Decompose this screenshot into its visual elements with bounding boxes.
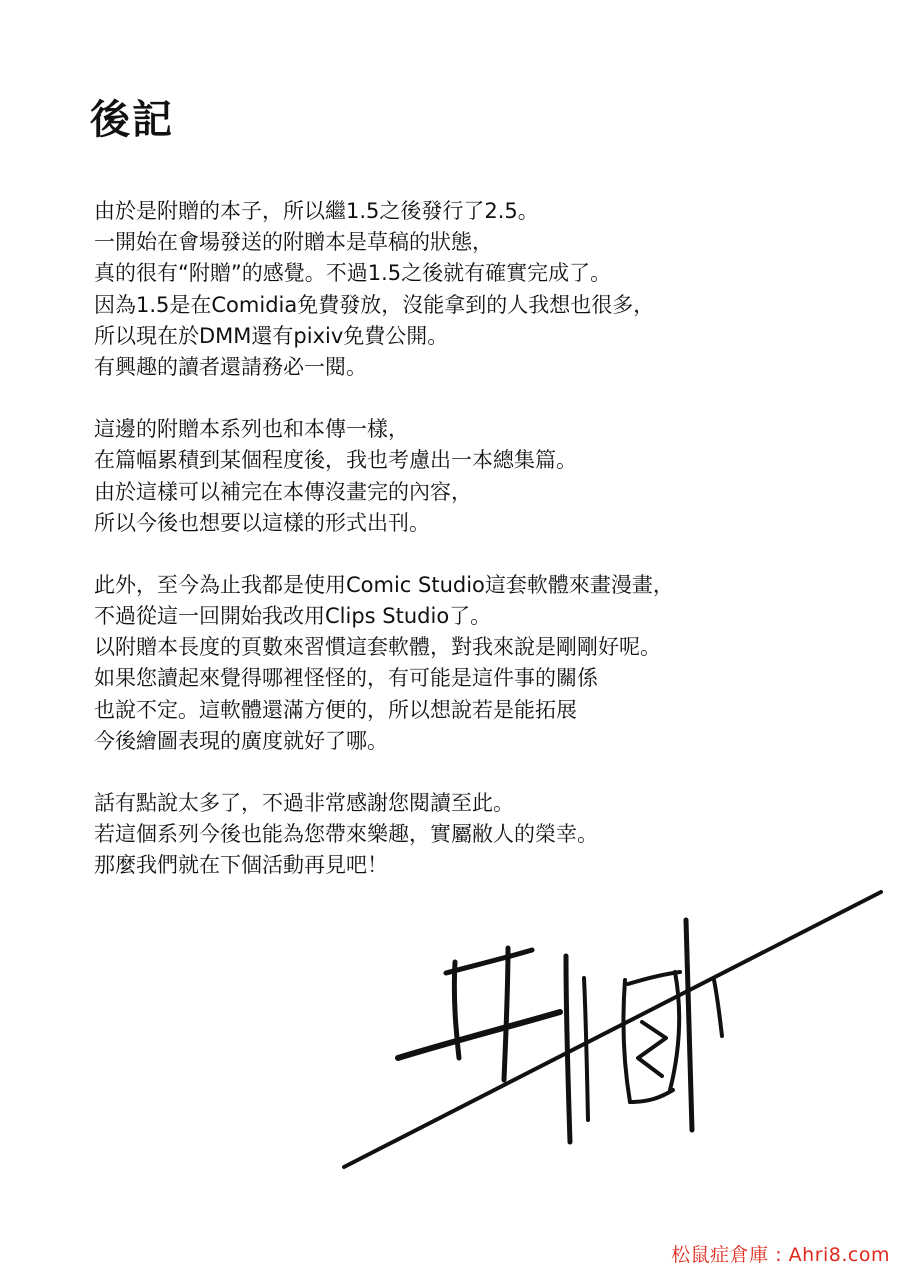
afterword-body	[94, 196, 814, 913]
text-line: 不過從這一回開始我改用Clips Studio了。	[94, 604, 492, 629]
text-line: 在篇幅累積到某個程度後，我也考慮出一本總集篇。	[94, 448, 577, 473]
text-line: 這邊的附贈本系列也和本傳一樣，	[94, 417, 409, 442]
text-line: 也說不定。這軟體還滿方便的，所以想說若是能拓展	[94, 697, 577, 722]
text-line: 若這個系列今後也能為您帶來樂趣，實屬敝人的榮幸。	[94, 822, 598, 847]
paragraph-4	[94, 788, 814, 882]
handwritten-signature-icon	[330, 880, 890, 1180]
text-line: 此外，至今為止我都是使用Comic Studio這套軟體來畫漫畫，	[94, 572, 674, 597]
text-line: 今後繪圖表現的廣度就好了哪。	[94, 728, 388, 753]
watermark-text: 松鼠症倉庫 : Ahri8.com	[671, 1244, 890, 1266]
text-line: 所以現在於DMM還有pixiv免費公開。	[94, 323, 449, 348]
text-line: 一開始在會場發送的附贈本是草稿的狀態，	[94, 230, 493, 255]
text-line: 如果您讀起來覺得哪裡怪怪的，有可能是這件事的關係	[94, 666, 598, 691]
text-line: 真的很有“附贈”的感覺。不過1.5之後就有確實完成了。	[94, 261, 612, 286]
text-line: 所以今後也想要以這樣的形式出刊。	[94, 510, 430, 535]
paragraph-2	[94, 414, 814, 539]
text-line: 話有點說太多了，不過非常感謝您閱讀至此。	[94, 791, 514, 815]
text-line: 那麼我們就在下個活動再見吧！	[94, 853, 388, 878]
paragraph-1	[94, 196, 814, 383]
text-line: 有興趣的讀者還請務必一閱。	[94, 354, 367, 379]
text-line: 由於這樣可以補完在本傳沒畫完的內容，	[94, 479, 472, 504]
text-line: 以附贈本長度的頁數來習慣這套軟體，對我來說是剛剛好呢。	[94, 635, 661, 660]
paragraph-3	[94, 570, 814, 757]
text-line: 因為1.5是在Comidia免費發放，沒能拿到的人我想也很多，	[94, 292, 655, 317]
text-line: 由於是附贈的本子，所以繼1.5之後發行了2.5。	[94, 199, 539, 223]
page-title: 後記	[90, 97, 174, 143]
